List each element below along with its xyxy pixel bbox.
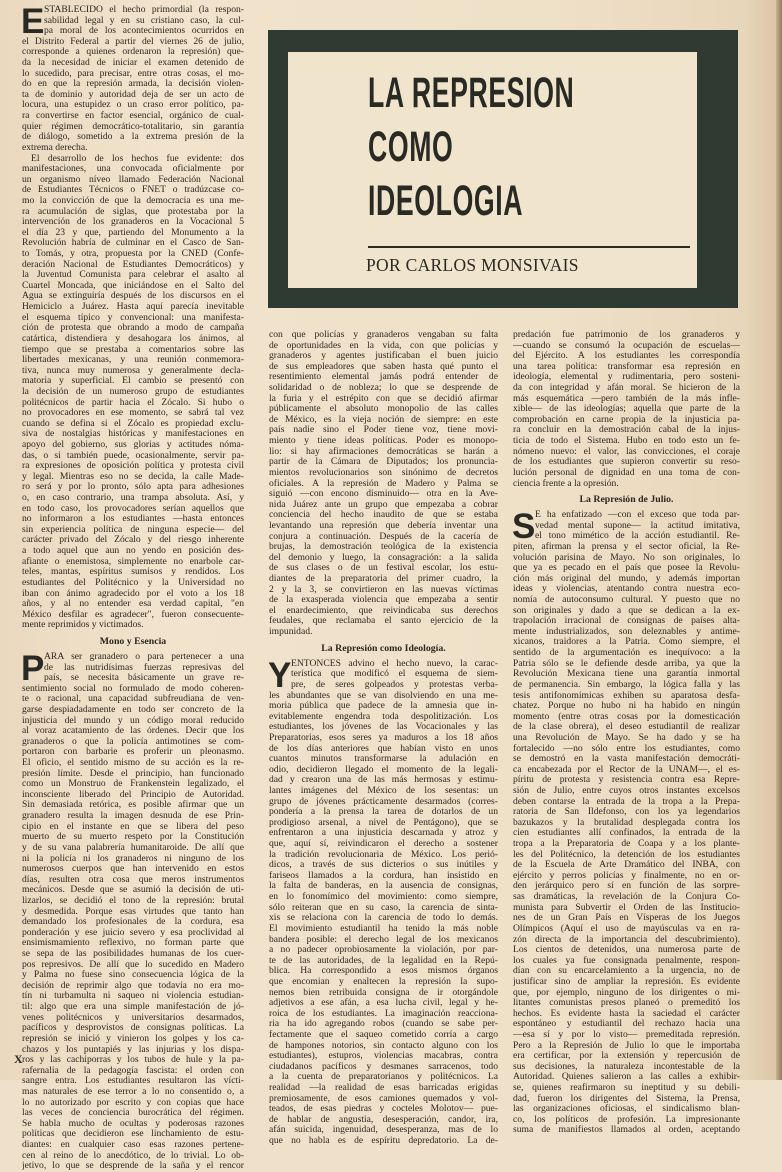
text-line: Hemiciclo a Juárez. Hasta aquí parecía inevitable — [22, 302, 244, 313]
title-frame — [268, 30, 738, 308]
text-line: de permanencia. Sin embargo, la lógica falla y las — [513, 679, 740, 690]
text-line: inconsciente liberado del Principio de Autoridad. — [22, 789, 244, 800]
text-line: tiempo que se prestaba a comentarios sobre las — [22, 344, 244, 355]
text-line: granadero resulta la imagen desnuda de ese Prin- — [22, 811, 244, 822]
text-line: les del Politécnico, la detención de los estudiantes — [513, 849, 740, 860]
text-line: realidad —la realidad de esas barricadas erigidas — [269, 1083, 498, 1094]
text-line: ción de protesta que obrando a modo de campaña — [22, 323, 244, 334]
title-line: IDEOLOGIA — [368, 177, 524, 225]
text-line: de hablar de angustia, desesperación, candor, ira, — [269, 1114, 498, 1125]
text-line: —esa sí y por lo visto— premeditada represión. — [513, 1030, 740, 1040]
text-line: venes politécnicos y universitarios desarmados, — [22, 1012, 244, 1023]
text-line: trapolación irracional de consignas de países alta- — [513, 616, 740, 627]
paragraph-lines — [22, 154, 244, 631]
paragraph-with-dropcap — [21, 2, 244, 41]
text-line: políticas que decidieron ese linchamiento de estu- — [22, 1129, 244, 1140]
text-line: carácter privado del Zócalo y del riesgo inherente — [22, 535, 244, 546]
text-line: hechos. Es evidente hasta la saciedad el carácter — [513, 1008, 740, 1019]
text-line: siva de nostalgias históricas y manifestaciones en — [22, 429, 244, 440]
text-line: xible— de las ideologías; aquella que parte de la — [513, 404, 740, 415]
text-line: represión se inició y vinieron los golpes y los ca- — [22, 1033, 244, 1044]
text-line: mas naturales de ese terror a lo no consentido o, a — [22, 1086, 244, 1097]
text-line: partir de la Cámara de Diputados; los pronuncia- — [269, 457, 498, 468]
text-line: tesis antifonomímicas exhiben su aparatosa desfa- — [513, 690, 740, 701]
text-line: ción más original del mundo, y además importan — [513, 573, 740, 584]
drop-cap: E — [21, 2, 45, 41]
text-line: de sus clases o de un festival escolar, los estu- — [269, 563, 498, 574]
page-number: X — [14, 1052, 23, 1066]
text-line: mente reprimidos y victimados. — [22, 620, 144, 631]
text-line: injusticia del mundo y un código moral reducido — [22, 715, 244, 726]
text-line: a no padecer oprobiosamente la violación, por par- — [269, 945, 498, 956]
text-line: una Revolución de Mayo. Se ha dado y se ha — [513, 732, 740, 743]
text-line: miento y tiene ideas políticas. Poder es monopo- — [269, 436, 498, 447]
text-line: lo sucedido, para precisar, entre otras cosas, el mo- — [22, 68, 244, 79]
text-line: Revolución habría de culminar en el Casco de San- — [22, 238, 244, 249]
text-line: conjura a continuación. Después de la cacería de — [269, 531, 498, 542]
text-line: Cuartel Moncada, que iniciándose en el Salto del — [22, 280, 244, 291]
text-line: El movimiento estudiantil ha tenido la más noble — [269, 923, 498, 934]
text-line: quier régimen democrático-totalitario, sin garantía — [22, 121, 244, 132]
text-line: granaderos o que la policía antimotines se com- — [22, 736, 244, 747]
text-line: volución parisina de Mayo. No son originales, lo — [513, 552, 740, 563]
text-line: del Ejército. A los estudiantes les correspondía — [513, 351, 740, 362]
text-line: la decisión de un numeroso grupo de estudiantes — [22, 386, 244, 397]
text-line: cipio en el instante en que se libera del peso — [22, 821, 244, 832]
text-line: lantes imágenes del México de los sesentas: un — [269, 785, 498, 796]
text-line: apoyo del gobierno, sus glorias y actitudes nóma- — [22, 439, 244, 450]
text-line: en todo caso, los provocadores serían aquellos que — [22, 503, 244, 514]
text-line: de los estudiantes que supieron convertir su reso- — [513, 457, 740, 468]
text-line: años, y al no entender esa verdad capital, "en — [22, 599, 244, 610]
text-line: como un Monstruo de Frankenstein legalizado, el — [22, 779, 244, 790]
text-line: da la necesidad de iniciar el examen detenido de — [22, 58, 244, 69]
title-line: LA REPRESION — [368, 69, 575, 117]
text-line: do en que la represión armada, la decisión violen- — [22, 79, 244, 90]
text-line: estudiantes), estupros, violencias macabras, contra — [269, 1051, 498, 1062]
text-line: una tarea política: transformar esa represión en — [513, 361, 740, 372]
text-line: garse despiadadamente en todo ser concreto de la — [22, 705, 244, 715]
text-line: públicamente el absoluto monopolio de las calles — [269, 404, 498, 415]
text-line: El desarrollo de los hechos fue evidente: dos — [31, 153, 244, 164]
text-line: E ha enfatizado —con el exceso que toda par- — [535, 510, 740, 521]
text-line: presión límite. Desde el principio, han funcionado — [22, 768, 244, 779]
text-line: y desmedida. Porque esas virtudes que tanto han — [22, 906, 244, 917]
text-line: STABLECIDO el hecho primordial (la respon- — [44, 5, 244, 15]
text-line: feudales, que reclamaba el santo ejercicio de la — [269, 616, 498, 627]
text-line: adjetivos a ese afán, a esa lucha civil, legal y he- — [269, 998, 498, 1009]
text-line: El oficio, el sentido mismo de su acción es la re- — [22, 758, 244, 769]
drop-cap: S — [512, 507, 536, 547]
text-line: ros y las cachiporras y los tubos de hule y la pa- — [22, 1055, 244, 1066]
text-line: chatez. Porque no hubo ni ha habido en ningún — [513, 701, 740, 712]
text-line: las veces de conciencia burocrática del régimen. — [22, 1108, 244, 1119]
text-line: las organizaciones oficiosas, el sindicalismo blan- — [513, 1104, 740, 1115]
text-line: piten, afirman la prensa y el sector oficial, la Re- — [513, 541, 740, 552]
text-line: solidaridad o de nobleza; lo que se desprende de — [269, 383, 498, 394]
text-line: iban con ánimo agradecido por el voto a los 18 — [22, 588, 244, 599]
text-line: ciencia frente a la opresión. — [513, 478, 619, 489]
text-line: decisión de reprimir algo que todavía no era mo- — [22, 980, 244, 991]
text-line: de las nutridísimas fuerzas represivas del — [44, 662, 244, 673]
text-line: pos represivos. De allí que lo sucedido en Madero — [22, 959, 244, 970]
text-line: la Juventud Comunista para celebrar el asalto al — [22, 270, 244, 281]
text-line: ideología, elemental y rudimentaria, pero sosteni- — [513, 372, 740, 383]
text-line: diantes: en cualquier caso esas razones pertene- — [22, 1139, 244, 1150]
text-line: prodigioso arsenal, a nivel de Pentágono), que se — [269, 817, 498, 828]
text-line: lo no autorizado por escrito y con copias que hace — [22, 1097, 244, 1108]
text-line: ta de dominio y autoridad deja de ser un acto de — [22, 89, 244, 100]
text-line: teados, de esas piedras y cocteles Molotov— pue- — [269, 1104, 498, 1115]
text-line: sangre entra. Los estudiantes resultaron las vícti- — [22, 1076, 244, 1087]
text-line: píritu de protesta y resistencia contra esa Repre- — [513, 775, 740, 786]
text-line: era certificar, por la extensión y repercusión de — [513, 1051, 740, 1062]
text-line: zón directa de la importancia del descubrimiento). — [513, 934, 740, 945]
text-line: sión de Julio, entre cuyos otros instantes excelsos — [513, 785, 740, 796]
text-line: cen al reino de lo anecdótico, de lo trivial. Lo ob- — [22, 1150, 244, 1161]
text-line: tropa a la Preparatoria de Coapa y a los plante- — [513, 839, 740, 850]
text-line: resentimiento elemental jamás podrá entender de — [269, 372, 498, 383]
text-line: espontáneo y estudiantil del rechazo hacia una — [513, 1019, 740, 1030]
text-line: to Tomás, y otra, propuesta por la CNED (Confe- — [22, 249, 244, 260]
text-line: intervención de los granaderos en la Vocacional 5 — [22, 217, 244, 228]
text-line: suma de manifiestos llamados al orden, aceptando — [513, 1125, 740, 1136]
text-line: o, en caso contrario, una trampa absoluta. Así, y — [22, 493, 244, 504]
text-line: fortalecido —no sólo entre los estudiantes, como — [513, 743, 740, 754]
text-line: ponderación y ese juicio severo y esa proclividad al — [22, 927, 244, 938]
text-line: pacíficos y desprovistos de consignas políticas. La — [22, 1023, 244, 1034]
text-line: den jerárquico pero sí en función de las sorpre- — [513, 881, 740, 892]
text-line: dicos, a través de sus dicterios o sus inútiles y — [269, 860, 498, 871]
text-line: oficiales. A la represión de Madero y Palma se — [269, 478, 498, 489]
text-line: dad, fueron los dirigentes del Sistema, la Prensa, — [513, 1093, 740, 1104]
title-rule — [368, 246, 690, 248]
text-line: ENTONCES advino el hecho nuevo, la carac- — [291, 658, 498, 669]
text-line: nemos bien retribuida consigna de ir otorgándole — [269, 987, 498, 998]
column-3 — [513, 330, 740, 1136]
text-line: cuando se defina si el Zócalo es propiedad exclu- — [22, 418, 244, 429]
text-line: das, o si también puede, ocasionalmente, servir pa- — [22, 450, 244, 461]
text-line: a todo aquel que aun no yendo en posición des- — [22, 546, 244, 557]
paragraph-lines — [22, 37, 244, 154]
text-line: manifestaciones, una convocada oficialmente por — [22, 164, 244, 175]
text-line: munista para Subvertir el Orden de las Institucio- — [513, 902, 740, 913]
text-line: los cuales ya fue consignada penalmente, respon- — [513, 955, 740, 966]
drop-cap: P — [21, 648, 45, 688]
text-line: 2 y la 3, se convirtieron en las nuevas víctimas — [269, 584, 498, 595]
text-line: la tradición revolucionaria de México. Los perió- — [269, 849, 498, 860]
paragraph-with-dropcap — [21, 648, 244, 688]
text-line: que, por ejemplo, ninguno de los dirigentes o mi- — [513, 987, 740, 998]
text-line: de la Escuela de Arte Dramático del INBA, con — [513, 860, 740, 871]
text-line: el día 23 y que, partiendo del Monumento a la — [22, 227, 244, 238]
text-line: mo la convicción de que la democracia es una me- — [22, 195, 244, 206]
text-line: de hampones notorios, sin contacto alguno con los — [269, 1040, 498, 1051]
text-line: deración Nacional de Estudiantes Democráticos) y — [22, 259, 244, 270]
text-line: sentido de la argumentación es inequívoco: a la — [513, 648, 740, 659]
text-line: afán suicida, ingenuidad, desesperanza, mas de lo — [269, 1125, 498, 1136]
text-line: til: algo que era una simple manifestación de jó- — [22, 1002, 244, 1013]
text-line: que encomian y enaltecen la represión la supo- — [269, 976, 498, 987]
paragraph-lines — [513, 542, 740, 1136]
text-line: matoria y superficial. El cambio se presentó con — [22, 376, 244, 387]
text-line: muerto de su muerto respeto por la Constitución — [22, 832, 244, 843]
text-line: fectamente que el saqueo cometido corría a cargo — [269, 1030, 498, 1040]
text-line: chazos y los puntapiés y las injurias y los dispa- — [22, 1044, 244, 1055]
text-line: Agua se extinguiría después de los discursos en el — [22, 291, 244, 302]
text-line: Los cientos de detenidos, una numerosa parte de — [513, 945, 740, 956]
text-line: premiosamente, de esos camiones quemados y vol- — [269, 1093, 498, 1104]
text-line: México desfilar es agradecer", fueron consecuente- — [22, 609, 244, 620]
text-line: bazukazos y la brutalidad desplegada contra los — [513, 817, 740, 828]
text-line: ARA ser granadero o para pertenecer a una — [44, 651, 244, 662]
text-line: pa moral de los acontecimientos ocurridos en — [44, 26, 244, 37]
text-line: ra acumulación de siglas, que protestaba por la — [22, 206, 244, 217]
text-line: mente industrializados, son deleznables y antime- — [513, 626, 740, 637]
text-line: la furia y el estrépito con que se decidió afirmar — [269, 393, 498, 404]
text-line: el esquema típico y convencional: una manifesta- — [22, 312, 244, 323]
text-line: un organismo níveo llamado Federación Nacional — [22, 174, 244, 185]
text-line: de la clase obrera), el deseo estudiantil de realizar — [513, 722, 740, 733]
drop-cap: Y — [268, 655, 292, 695]
text-line: sus decisiones, la naturaleza incontestable de la — [513, 1061, 740, 1072]
text-line: del demonio y luego, la consagración: a la salida — [269, 552, 498, 563]
title-line: COMO — [368, 123, 454, 171]
text-line: son originales y dado a que se dedican a la ex- — [513, 605, 740, 616]
text-line: Patria sólo se le defiende desde arriba, ya que la — [513, 658, 740, 669]
text-line: ca encabezada por el Rector de la UNAM—, el es- — [513, 764, 740, 775]
text-line: cuantos minutos transformarse la adulación en — [269, 754, 498, 765]
text-line: lio: si hay afirmaciones democráticas se harán a — [269, 446, 498, 457]
text-line: moria pública que padece de la amnesia que in- — [269, 701, 498, 712]
text-line: ra concluir en la demostración cabal de la injus- — [513, 425, 740, 436]
text-line: co, los políticos de profesión. La impresionante — [513, 1114, 740, 1125]
text-line: más esquemática —pero también de la más infle- — [513, 393, 740, 404]
text-line: vedad mental supone— la actitud imitativa, — [535, 520, 740, 531]
text-line: mientos revolucionarios son sinónimo de decretos — [269, 467, 498, 478]
text-line: levantando una represión que debería inventar una — [269, 520, 498, 531]
section-heading: Mono y Esencia — [99, 635, 167, 647]
text-line: demandado los profesionales de la cordura, esa — [22, 917, 244, 928]
text-line: deben contarse la entrada de la tropa a la Prepa- — [513, 796, 740, 807]
text-line: que no habla es de espíritu depredatorio. La de- — [269, 1136, 498, 1147]
text-line: Preparatorias, esos seres ya maduros a los 18 años — [269, 732, 498, 743]
text-line: que, aquí sí, reivindicaron el derecho a sostener — [269, 839, 498, 850]
text-line: les abundantes que se van disolviendo en una me- — [269, 690, 498, 701]
text-line: xis se relaciona con la carencia de todo lo demás. — [269, 913, 498, 924]
text-line: roica de los estudiantes. La imaginación reacciona- — [269, 1008, 498, 1019]
text-line: sólo reiteran que en su caso, la carencia de sinta- — [269, 902, 498, 913]
text-line: comprobación en carne propia de la injusticia pa- — [513, 414, 740, 425]
paragraph-lines — [21, 648, 244, 688]
text-line: ideas y violencias, atentando contra nuestra eco- — [513, 584, 740, 595]
text-line: xicanos, traidores a la Patria. Como siempre, el — [513, 637, 740, 648]
text-line: teles, mantas, espíritus sumisos y rendidos. Los — [22, 567, 244, 578]
text-line: país nadie sino el Poder tiene voz, tiene movi- — [269, 425, 498, 436]
text-line: afiante o enemistosa, simplemente no enarbole car- — [22, 556, 244, 567]
text-line: ratoria de San Ildefonso, con los ya legendarios — [513, 807, 740, 818]
text-line: no informaron a los estudiantes —hasta entonces — [22, 514, 244, 525]
article-title — [368, 66, 574, 228]
text-line: sabilidad legal y en su cristiano caso, la cul- — [44, 15, 244, 26]
column-1 — [21, 2, 244, 1172]
text-line: con que policías y granaderos vengaban su falta — [269, 330, 498, 340]
text-line: de los días anteriores que habían visto en unos — [269, 743, 498, 754]
text-line: ejército y perros policías y finalmente, no en or- — [513, 870, 740, 881]
text-line: Pero a la Represión de Julio lo que le importaba — [513, 1040, 740, 1051]
text-line: se demostró en la vasta manifestación democráti- — [513, 754, 740, 765]
text-line: dían con su encarcelamiento a la urgencia, no de — [513, 966, 740, 977]
text-line: locura, una estupidez o un craso error político, pa- — [22, 100, 244, 111]
text-line: que ya es pecado en el país que posee la Revolu- — [513, 563, 740, 574]
column-2 — [269, 330, 498, 1147]
text-line: ra convertirse en factor esencial, orgánico de cual- — [22, 111, 244, 122]
paragraph-lines — [21, 2, 244, 41]
text-line: se, quienes reafirmaron su ineptitud y su debili- — [513, 1083, 740, 1094]
text-line: el tono mimético de la acción estudiantil. Re- — [535, 531, 740, 542]
text-line: ensimismamiento reflexivo, no forman parte que — [22, 938, 244, 949]
text-line: impunidad. — [269, 627, 313, 638]
text-line: lución personal de dignidad en una toma de con- — [513, 467, 740, 478]
text-line: te o racional, una capacidad subfreudiana de ven- — [22, 694, 244, 705]
section-heading: La Represión como Ideología. — [321, 642, 446, 654]
text-line: sentimiento social no formulado de modo coheren- — [22, 683, 244, 694]
text-line: siguió —con encono disminuido— otra en la Ave- — [269, 489, 498, 500]
text-line: de México, es la vieja noción de siempre: en este — [269, 414, 498, 425]
text-line: sas dramáticas, la revelación de la Conjura Co- — [513, 892, 740, 903]
text-line: Autoridad. Quienes salieron a las calles a exhibir- — [513, 1072, 740, 1083]
text-line: fariseos llamados a la cordura, han insistido en — [269, 870, 498, 881]
text-line: de Estudiantes Técnicos o FNET o tradúzcase co- — [22, 185, 244, 196]
text-line: dad y crearon una de las más hermosas y estimu- — [269, 775, 498, 786]
text-line: libertades mexicanas, y una reunión conmemora- — [22, 355, 244, 366]
text-line: días, resulten otra cosa que meros instrumentos — [22, 874, 244, 885]
text-line: te de las autoridades, de la legalidad en la Repú- — [269, 955, 498, 966]
text-line: no provocadores en ese momento, se sabrá tal vez — [22, 408, 244, 419]
text-line: —cuando se consumó la ocupación de escuelas— — [513, 340, 740, 351]
text-line: momento (entre otras cosas por la domesticación — [513, 711, 740, 722]
text-line: pondería a la prensa la tarea de dotarlos de un — [269, 807, 498, 818]
text-line: ra expresiones de oposición política y protesta civil — [22, 461, 244, 472]
text-line: estudiantes, los jóvenes de las Vocacionales y las — [269, 722, 498, 733]
text-line: grupo de jóvenes prácticamente desarmados (corres- — [269, 796, 498, 807]
text-line: numerosos cuerpos que han intervenido en estos — [22, 864, 244, 875]
text-line: nómeno nuevo: el valor, las convicciones, el coraje — [513, 446, 740, 457]
text-line: de diálogo, sometido a la extrema presión de la — [22, 132, 244, 143]
text-line: granaderos y agentes justificaban el buen juicio — [269, 351, 498, 362]
text-line: ria ha ido agregando robos (cuando se sabe per- — [269, 1019, 498, 1030]
text-line: catártica, distendiera y desahogara los ánimos, al — [22, 333, 244, 344]
paragraph-with-dropcap — [268, 655, 498, 695]
paragraph-lines — [269, 691, 498, 1147]
paragraph-lines — [268, 655, 498, 695]
text-line: extrema derecha. — [22, 142, 88, 153]
text-line: el enardecimiento, que reivindicaba sus derechos — [269, 605, 498, 616]
text-line: la falta de banderas, en la ausencia de consignas, — [269, 881, 498, 892]
paragraph-lines — [513, 330, 740, 489]
text-line: en lo fonomímico del movimiento: como siempre, — [269, 892, 498, 903]
text-line: ciudadanos pacíficos y desmanes sarracenos, todo — [269, 1061, 498, 1072]
text-line: odio, decidieron llegado el momento de la legali- — [269, 764, 498, 775]
text-line: al voraz acatamiento de las órdenes. Decir que los — [22, 726, 244, 737]
text-line: de sus empleadores que saben hasta qué punto el — [269, 361, 498, 372]
text-line: a la cuenta de preparatorianos y politécnicos. La — [269, 1072, 498, 1083]
text-line: tiva, nunca muy numerosa y generalmente decla- — [22, 365, 244, 376]
text-line: el Distrito Federal a partir del viernes 26 de julio, — [22, 36, 244, 47]
text-line: cien estudiantes allí confinados, la entrada de la — [513, 828, 740, 839]
text-line: ticia de todo el Sistema. Hubo en todo esto un fe- — [513, 436, 740, 447]
text-line: Se habla mucho de ocultas y poderosas razones — [22, 1118, 244, 1129]
text-line: país, se necesita básicamente un grave re- — [44, 673, 244, 684]
text-line: diantes de la preparatoria del primer cuadro, la — [269, 574, 498, 585]
text-line: pre, de seres golpeados y protestas verba- — [291, 679, 498, 690]
text-line: y Palma no fuese sino consecuencia lógica de la — [22, 970, 244, 981]
text-line: ro será y por lo pronto, sólo apta para adhesiones — [22, 482, 244, 493]
text-line: terística que modificó el esquema de siem- — [291, 669, 498, 680]
page-gutter — [776, 0, 782, 1080]
text-line: justificar sino de ampliar la represión. Es evidente — [513, 976, 740, 987]
text-line: y de su vana palabrería humanitaroide. De allí que — [22, 842, 244, 853]
text-line: da con integridad y afán moral. Se hicieron de la — [513, 383, 740, 394]
text-line: enfrentaron a una injusticia descarnada y atroz y — [269, 828, 498, 839]
text-line: de oportunidades en la vida, con que policías y — [269, 340, 498, 351]
text-line: Olímpicos (Aquí el uso de mayúsculas va en ra- — [513, 923, 740, 934]
title-panel — [288, 52, 697, 288]
text-line: blica. Ha correspondido a esos mismos órganos — [269, 966, 498, 977]
text-line: mecánicos. Desde que se asumió la decisión de uti- — [22, 885, 244, 896]
section-heading: La Represión de Julio. — [579, 494, 674, 506]
text-line: tín ni turbamulta ni saqueo ni violencia estudian- — [22, 991, 244, 1002]
text-line: portaron con barbarie es proferir un pleonasmo. — [22, 747, 244, 758]
text-line: predación fue patrimonio de los granaderos y — [513, 330, 740, 340]
text-line: brujas, la demostración teológica de la existencia — [269, 542, 498, 553]
text-line: y legal. Mientras eso no se decida, la calle Made- — [22, 471, 244, 482]
text-line: jetivo, lo que se desprende de la saña y el rencor — [22, 1161, 244, 1172]
text-line: rafernalia de la pedagogía fascista: el orden con — [22, 1065, 244, 1076]
text-line: evitablemente engendra toda despolitización. Los — [269, 711, 498, 722]
text-line: bandera posible: el derecho legal de los mexicanos — [269, 934, 498, 945]
text-line: Sin demasiada retórica, es posible afirmar que un — [22, 800, 244, 811]
text-line: litantes comunistas presos planeó o premeditó los — [513, 998, 740, 1009]
text-line: ni la policía ni los granaderos ni ninguno de los — [22, 853, 244, 864]
text-line: lizarlos, se decidió el tono de la represión: brutal — [22, 895, 244, 906]
text-line: se sepa de las posibilidades humanas de los cuer- — [22, 949, 244, 960]
text-line: nes de un Gran País en Vísperas de los Juegos — [513, 913, 740, 924]
byline: POR CARLOS MONSIVAIS — [366, 255, 579, 275]
text-line: nomía de autoconsumo cultural. Y puesto que no — [513, 595, 740, 606]
text-line: Revolución Mexicana tiene una garantía inmortal — [513, 669, 740, 680]
text-line: de la exasperada violencia que empezaba a sentir — [269, 595, 498, 606]
text-line: estudiantes del Politécnico y la Universidad no — [22, 577, 244, 588]
text-line: corresponde a quienes ordenaron la represión) que- — [22, 47, 244, 58]
paragraph-lines — [269, 330, 498, 638]
text-line: nida Juárez ante un grupo que empezaba a cobrar — [269, 499, 498, 510]
paragraph-lines — [22, 684, 244, 1172]
text-line: politécnicos de partir hacia el Zócalo. Si hubo o — [22, 397, 244, 408]
text-line: sin experiencia política de ninguna especie— del — [22, 524, 244, 535]
text-line: conciencia del hecho inaudito de que se estaba — [269, 510, 498, 521]
